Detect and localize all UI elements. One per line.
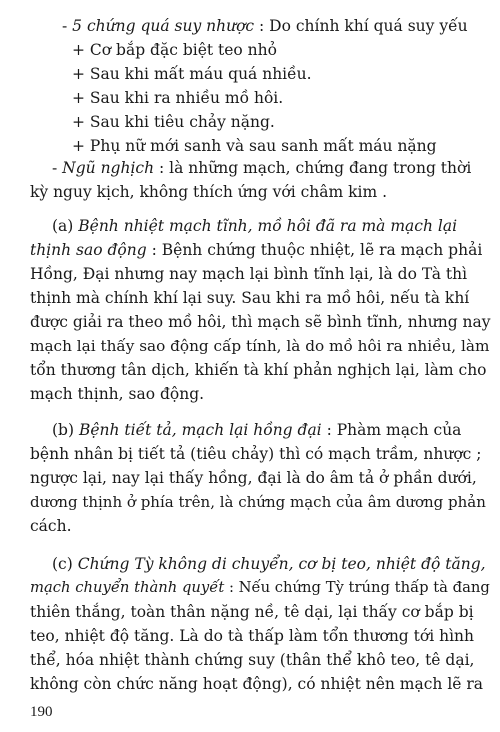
para-a-text-line: mạch thịnh, sao động. — [30, 385, 205, 403]
para-c-text-line: không còn chức năng hoạt động), có nhiệt nên mạch lẽ ra — [30, 675, 484, 693]
para-a-title-continued: thịnh sao động — [30, 241, 147, 259]
para-b-text-line: cách. — [30, 517, 72, 535]
para-c-text: : Nếu chứng Tỳ trúng thấp tà đang — [224, 579, 490, 596]
para-a-title: Bệnh nhiệt mạch tĩnh, mồ hôi đã ra mà mạch lại — [78, 217, 458, 235]
para-c-text-line: teo, nhiệt độ tăng. Là do tà thấp làm tổn thương tới hình — [30, 627, 474, 645]
para-a-label: (a) — [52, 217, 79, 235]
para-c-title: Chứng Tỳ không di chuyển, cơ bị teo, nhiệt độ tăng, — [77, 555, 486, 573]
nguc-nghich-line-1 — [52, 158, 492, 178]
para-b-text-line: dương thịnh ở phía trên, là chứng mạch của âm dương phản — [30, 493, 486, 511]
term-ngu-nghich: Ngũ nghịch — [62, 159, 155, 177]
para-b-text: : Phàm mạch của — [321, 421, 462, 439]
para-c-title-line-1 — [52, 554, 492, 574]
para-a-text-line: mạch lại thấy sao động cấp tính, là do mồ hôi ra nhiều, làm — [30, 337, 490, 355]
bullet-item: + Sau khi ra nhiều mồ hôi. — [72, 89, 284, 107]
para-a-text: : Bệnh chứng thuộc nhiệt, lẽ ra mạch phải — [146, 241, 483, 259]
para-b-label: (b) — [52, 421, 79, 439]
bullet-item: + Sau khi tiêu chảy nặng. — [72, 113, 275, 131]
bullet-item: + Cơ bắp đặc biệt teo nhỏ — [72, 41, 277, 59]
heading-5-rest: : Do chính khí quá suy yếu — [254, 17, 468, 35]
para-c-title-continued: mạch chuyển thành quyết — [30, 579, 225, 596]
para-c-line-2 — [30, 578, 492, 598]
para-a-text-line: tổn thương tân dịch, khiến tà khí phản nghịch lại, làm cho — [30, 361, 487, 379]
nguc-nghich-rest: : là những mạch, chứng đang trong thời — [154, 159, 472, 177]
para-a-text-line: được giải ra theo mồ hôi, thì mạch sẽ bình tĩnh, nhưng nay — [30, 313, 491, 331]
bullet-item: + Sau khi mất máu quá nhiều. — [72, 65, 312, 83]
para-b-line-1 — [52, 420, 492, 440]
dash-marker: - — [62, 17, 73, 35]
para-a-title-line-1 — [52, 216, 492, 236]
dash-marker: - — [52, 159, 63, 177]
bullet-item: + Phụ nữ mới sanh và sau sanh mất máu nặng — [72, 137, 437, 155]
para-c-label: (c) — [52, 555, 78, 573]
para-a-text-line: thịnh mà chính khí lại suy. Sau khi ra mồ hôi, nếu tà khí — [30, 289, 470, 307]
para-b-text-line: bệnh nhân bị tiết tả (tiêu chảy) thì có mạch trầm, nhược ; — [30, 445, 482, 463]
para-b-title: Bệnh tiết tả, mạch lại hồng đại — [78, 421, 322, 439]
para-a-line-2 — [30, 240, 492, 260]
page-number: 190 — [30, 704, 53, 720]
nguc-nghich-line-2: kỳ nguy kịch, không thích ứng với châm kim . — [30, 183, 388, 201]
para-a-text-line: Hồng, Đại nhưng nay mạch lại bình tĩnh lại, là do Tà thì — [30, 265, 468, 283]
para-c-text-line: thiên thắng, toàn thân nặng nề, tê dại, lại thấy cơ bắp bị — [30, 603, 474, 621]
term-5-chung-qua-suy-nhuoc: 5 chứng quá suy nhược — [72, 17, 255, 35]
para-b-text-line: ngược lại, nay lại thấy hồng, đại là do âm tả ở phần dưới, — [30, 469, 477, 487]
heading-5-line — [62, 16, 492, 36]
para-c-text-line: thể, hóa nhiệt thành chứng suy (thân thể khô teo, tê dại, — [30, 651, 475, 669]
